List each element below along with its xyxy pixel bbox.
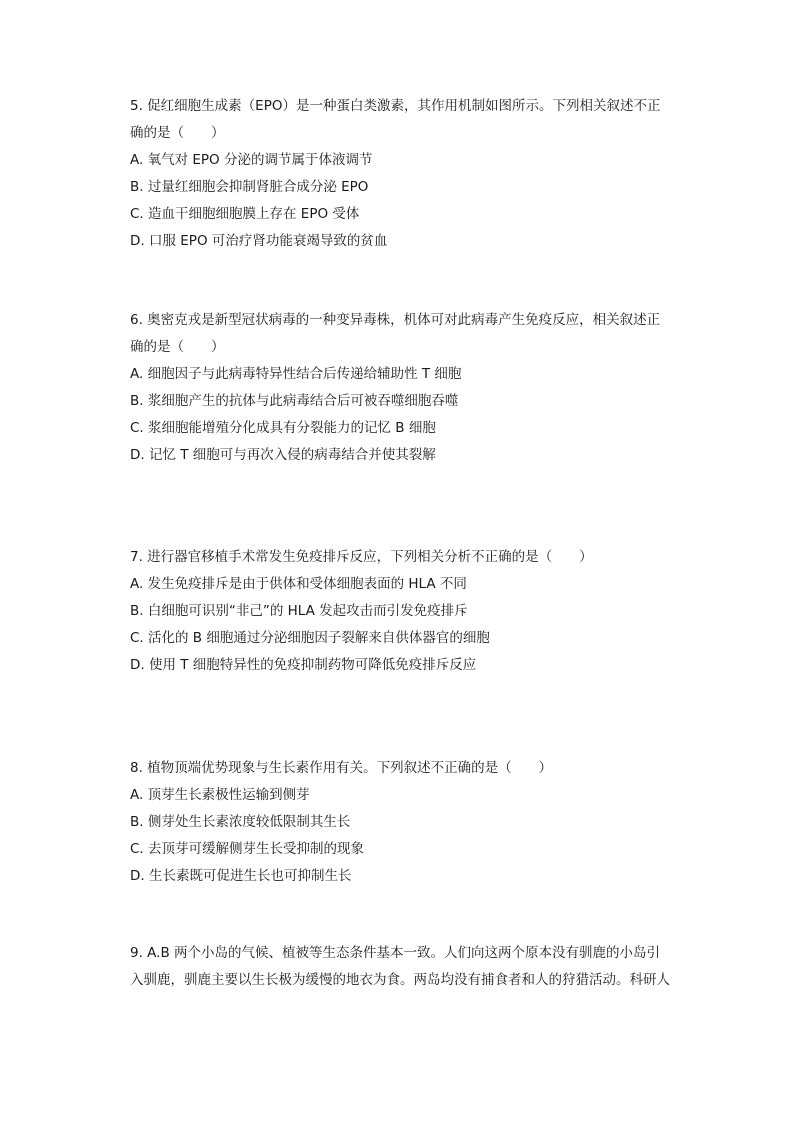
- option-a: A. 细胞因子与此病毒特异性结合后传递给辅助性 T 细胞: [130, 366, 462, 382]
- question-stem-line: 5. 促红细胞生成素（EPO）是一种蛋白类激素，其作用机制如图所示。下列相关叙述不正: [130, 98, 661, 114]
- option-a: A. 顶芽生长素极性运输到侧芽: [130, 787, 310, 803]
- option-d: D. 记忆 T 细胞可与再次入侵的病毒结合并使其裂解: [130, 447, 436, 463]
- question-stem-line: 确的是（ ）: [130, 125, 225, 141]
- option-d: D. 口服 EPO 可治疗肾功能衰竭导致的贫血: [130, 233, 388, 249]
- option-b: B. 白细胞可识别“非己”的 HLA 发起攻击而引发免疫排斥: [130, 603, 468, 619]
- question-7: [130, 544, 690, 679]
- option-c: C. 造血干细胞细胞膜上存在 EPO 受体: [130, 206, 360, 222]
- option-a: A. 发生免疫排斥是由于供体和受体细胞表面的 HLA 不同: [130, 576, 467, 592]
- question-8: [130, 755, 690, 890]
- question-stem-line: 9. A.B 两个小岛的气候、植被等生态条件基本一致。人们向这两个原本没有驯鹿的小岛引: [130, 945, 661, 961]
- option-c: C. 活化的 B 细胞通过分泌细胞因子裂解来自供体器官的细胞: [130, 630, 490, 646]
- option-b: B. 过量红细胞会抑制肾脏合成分泌 EPO: [130, 179, 369, 195]
- question-6: [130, 307, 690, 469]
- option-d: D. 生长素既可促进生长也可抑制生长: [130, 868, 352, 884]
- option-a: A. 氧气对 EPO 分泌的调节属于体液调节: [130, 152, 373, 168]
- option-c: C. 浆细胞能增殖分化成具有分裂能力的记忆 B 细胞: [130, 420, 436, 436]
- question-stem-line: 6. 奥密克戎是新型冠状病毒的一种变异毒株，机体可对此病毒产生免疫反应，相关叙述正: [130, 312, 661, 328]
- question-stem-line: 入驯鹿，驯鹿主要以生长极为缓慢的地衣为食。两岛均没有捕食者和人的狩猎活动。科研人: [130, 972, 670, 988]
- question-stem-line: 8. 植物顶端优势现象与生长素作用有关。下列叙述不正确的是（ ）: [130, 760, 553, 776]
- option-c: C. 去顶芽可缓解侧芽生长受抑制的现象: [130, 841, 365, 857]
- question-stem-line: 7. 进行器官移植手术常发生免疫排斥反应，下列相关分析不正确的是（ ）: [130, 549, 593, 565]
- option-b: B. 侧芽处生长素浓度较低限制其生长: [130, 814, 351, 830]
- option-b: B. 浆细胞产生的抗体与此病毒结合后可被吞噬细胞吞噬: [130, 393, 459, 409]
- question-5: [130, 93, 690, 255]
- option-d: D. 使用 T 细胞特异性的免疫抑制药物可降低免疫排斥反应: [130, 657, 477, 673]
- question-stem-line: 确的是（ ）: [130, 339, 225, 355]
- question-9: [130, 940, 690, 994]
